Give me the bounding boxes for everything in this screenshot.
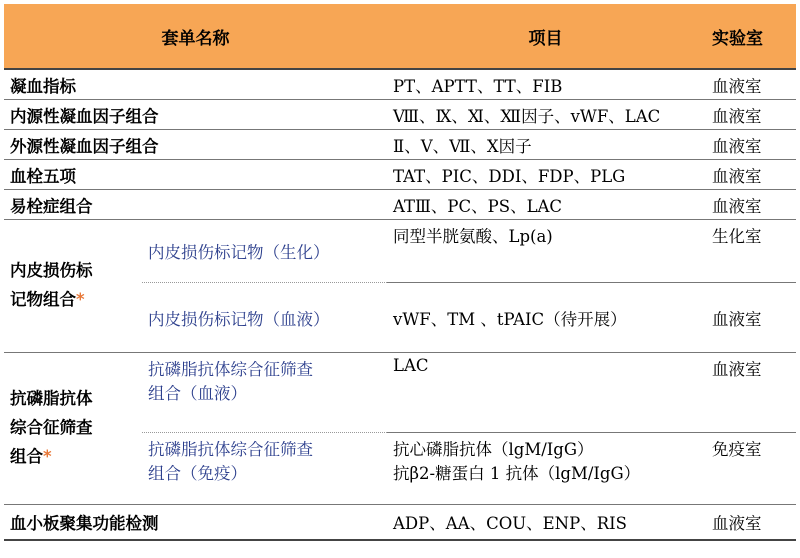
panel-items-line: LAC bbox=[393, 356, 429, 375]
panel-items: 同型半胱氨酸、Lp(a) bbox=[387, 220, 704, 283]
panel-name: 内源性凝血因子组合 bbox=[4, 100, 387, 130]
panel-items: vWF、TM 、tPAIC（待开展） bbox=[387, 283, 704, 353]
panel-name: 凝血指标 bbox=[4, 69, 387, 100]
panel-lab: 血液室 bbox=[704, 353, 796, 433]
panel-lab: 血液室 bbox=[704, 100, 796, 130]
group-name-line: 抗磷脂抗体 bbox=[10, 389, 93, 409]
panel-items-line: 抗心磷脂抗体（lgM/IgG） bbox=[393, 440, 594, 459]
panel-lab: 血液室 bbox=[704, 69, 796, 100]
header-lab: 实验室 bbox=[704, 4, 796, 69]
table-row bbox=[4, 220, 796, 283]
panel-lab: 免疫室 bbox=[704, 433, 796, 505]
panel-table bbox=[4, 4, 796, 541]
panel-lab: 血液室 bbox=[704, 505, 796, 541]
panel-lab: 生化室 bbox=[704, 220, 796, 283]
table-row bbox=[4, 69, 796, 100]
panel-items-line: 抗β2-糖蛋白 1 抗体（lgM/IgG） bbox=[393, 464, 641, 483]
panel-items: Ⅱ、Ⅴ、Ⅶ、Ⅹ因子 bbox=[387, 130, 704, 160]
table-row bbox=[4, 190, 796, 220]
asterisk-mark: * bbox=[43, 446, 52, 466]
group-name-endothelial bbox=[4, 220, 142, 353]
header-panel-name: 套单名称 bbox=[4, 4, 387, 69]
sub-panel-name-line: 组合（免疫） bbox=[148, 464, 247, 483]
panel-name: 外源性凝血因子组合 bbox=[4, 130, 387, 160]
sub-panel-name-line: 抗磷脂抗体综合征筛查 bbox=[148, 440, 313, 459]
panel-lab: 血液室 bbox=[704, 190, 796, 220]
sub-panel-name: 内皮损伤标记物（血液） bbox=[142, 283, 387, 353]
panel-lab: 血液室 bbox=[704, 283, 796, 353]
group-name-line: 组合 bbox=[10, 446, 43, 466]
panel-items: Ⅷ、Ⅸ、Ⅺ、Ⅻ因子、vWF、LAC bbox=[387, 100, 704, 130]
table-row bbox=[4, 100, 796, 130]
panel-items: ATⅢ、PC、PS、LAC bbox=[387, 190, 704, 220]
sub-panel-name bbox=[142, 433, 387, 505]
panel-items: PT、APTT、TT、FIB bbox=[387, 69, 704, 100]
panel-name: 易栓症组合 bbox=[4, 190, 387, 220]
table-row bbox=[4, 160, 796, 190]
table-header-row bbox=[4, 4, 796, 69]
table-row bbox=[4, 505, 796, 541]
panel-items: TAT、PIC、DDI、FDP、PLG bbox=[387, 160, 704, 190]
panel-name: 血小板聚集功能检测 bbox=[4, 505, 387, 541]
sub-panel-name bbox=[142, 353, 387, 433]
group-name-line: 内皮损伤标 bbox=[10, 261, 93, 281]
panel-name: 血栓五项 bbox=[4, 160, 387, 190]
sub-panel-name-line: 抗磷脂抗体综合征筛查 bbox=[148, 360, 313, 379]
group-name-antiphospholipid bbox=[4, 353, 142, 505]
table-row bbox=[4, 130, 796, 160]
group-name-line: 记物组合 bbox=[10, 290, 76, 309]
header-items: 项目 bbox=[387, 4, 704, 69]
panel-lab: 血液室 bbox=[704, 160, 796, 190]
sub-panel-name: 内皮损伤标记物（生化） bbox=[142, 220, 387, 283]
table-row bbox=[4, 353, 796, 433]
sub-panel-name-line: 组合（血液） bbox=[148, 384, 247, 403]
panel-items bbox=[387, 433, 704, 505]
panel-items: ADP、AA、COU、ENP、RIS bbox=[387, 505, 704, 541]
panel-items bbox=[387, 353, 704, 433]
group-name-line: 综合征筛查 bbox=[10, 418, 93, 438]
asterisk-mark: * bbox=[76, 290, 85, 309]
panel-lab: 血液室 bbox=[704, 130, 796, 160]
